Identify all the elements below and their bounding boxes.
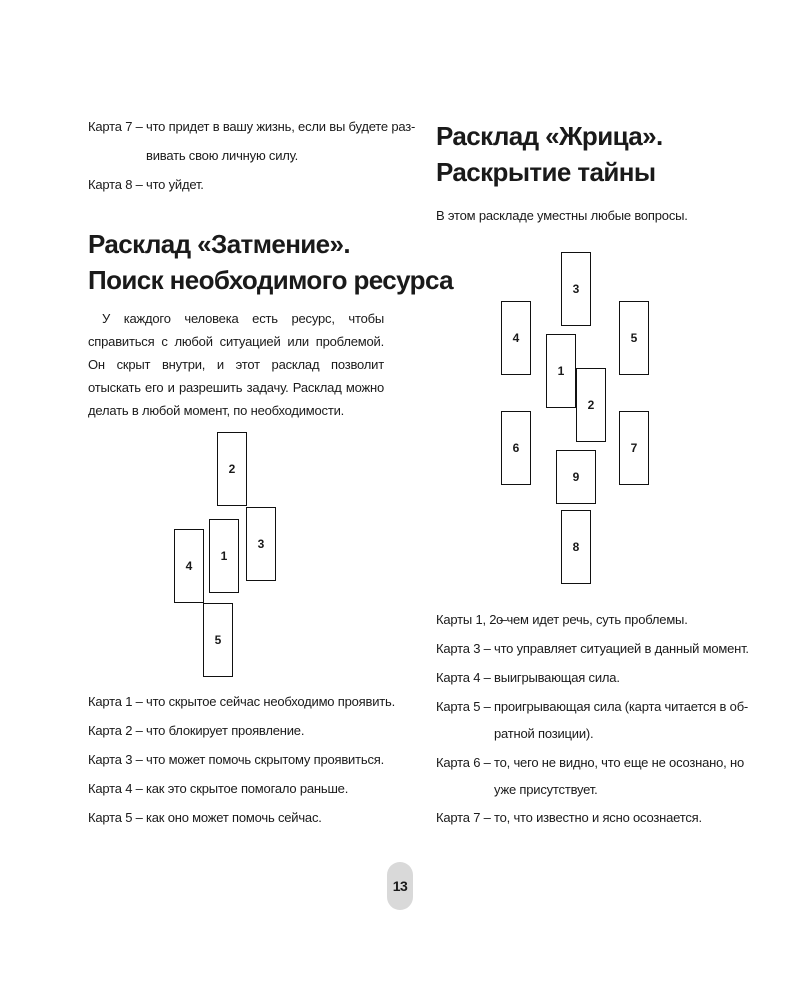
- legend-line: Карта 1 – что скрытое сейчас необходимо проявить.: [88, 694, 395, 709]
- card-4: 4: [174, 529, 204, 603]
- card-1: 1: [209, 519, 239, 593]
- card-2: 2: [217, 432, 247, 506]
- card-6: 6: [501, 411, 531, 485]
- legend-line: Карта 2 – что блокирует проявление.: [88, 723, 305, 738]
- card-5: 5: [203, 603, 233, 677]
- card-1: 1: [546, 334, 576, 408]
- section-title-priestess: Расклад «Жрица». Раскрытие тайны: [436, 121, 663, 187]
- card-2: 2: [576, 368, 606, 442]
- section-intro-eclipse: У каждого человека есть ресурс, чтобы справиться с любой ситуацией или проблемой. Он скрыт внутри, и этот расклад позволит отыскать его и разрешить задачу. Расклад можно делать в любой момент, по необходимости.: [88, 311, 384, 418]
- legend-line: Карта 4 – выигрывающая сила.: [436, 670, 620, 685]
- legend-line: Карта 3 – что может помочь скрытому проявиться.: [88, 752, 384, 767]
- legend-line: Карта 5 – проигрывающая сила (карта читается в об-: [436, 699, 749, 714]
- legend-line-card7-cont: вивать свою личную силу.: [146, 148, 299, 163]
- card-7: 7: [619, 411, 649, 485]
- legend-line: Карта 7 – то, что известно и ясно осознается.: [436, 810, 702, 825]
- legend-line: Карта 4 – как это скрытое помогало раньше.: [88, 781, 349, 796]
- card-5: 5: [619, 301, 649, 375]
- page-number: 13: [387, 862, 413, 910]
- card-3: 3: [561, 252, 591, 326]
- card-3: 3: [246, 507, 276, 581]
- legend-line: Карта 3 – что управляет ситуацией в данный момент.: [436, 641, 749, 656]
- section-intro-priestess: В этом раскладе уместны любые вопросы.: [436, 208, 688, 223]
- legend-line: Карты 1, 2 –о чем идет речь, суть проблемы.: [436, 612, 688, 627]
- section-title-eclipse: Расклад «Затмение». Поиск необходимого ресурса: [88, 229, 454, 295]
- legend-line-cont: уже присутствует.: [494, 782, 598, 797]
- legend-line: Карта 5 – как оно может помочь сейчас.: [88, 810, 322, 825]
- legend-line: Карта 6 – то, чего не видно, что еще не осознано, но: [436, 755, 745, 770]
- legend-line-card7: Карта 7 – что придет в вашу жизнь, если вы будете раз-: [88, 119, 416, 134]
- card-4: 4: [501, 301, 531, 375]
- card-8: 8: [561, 510, 591, 584]
- legend-line-card8: Карта 8 – что уйдет.: [88, 177, 204, 192]
- card-9: 9: [556, 450, 596, 504]
- legend-line-cont: ратной позиции).: [494, 726, 594, 741]
